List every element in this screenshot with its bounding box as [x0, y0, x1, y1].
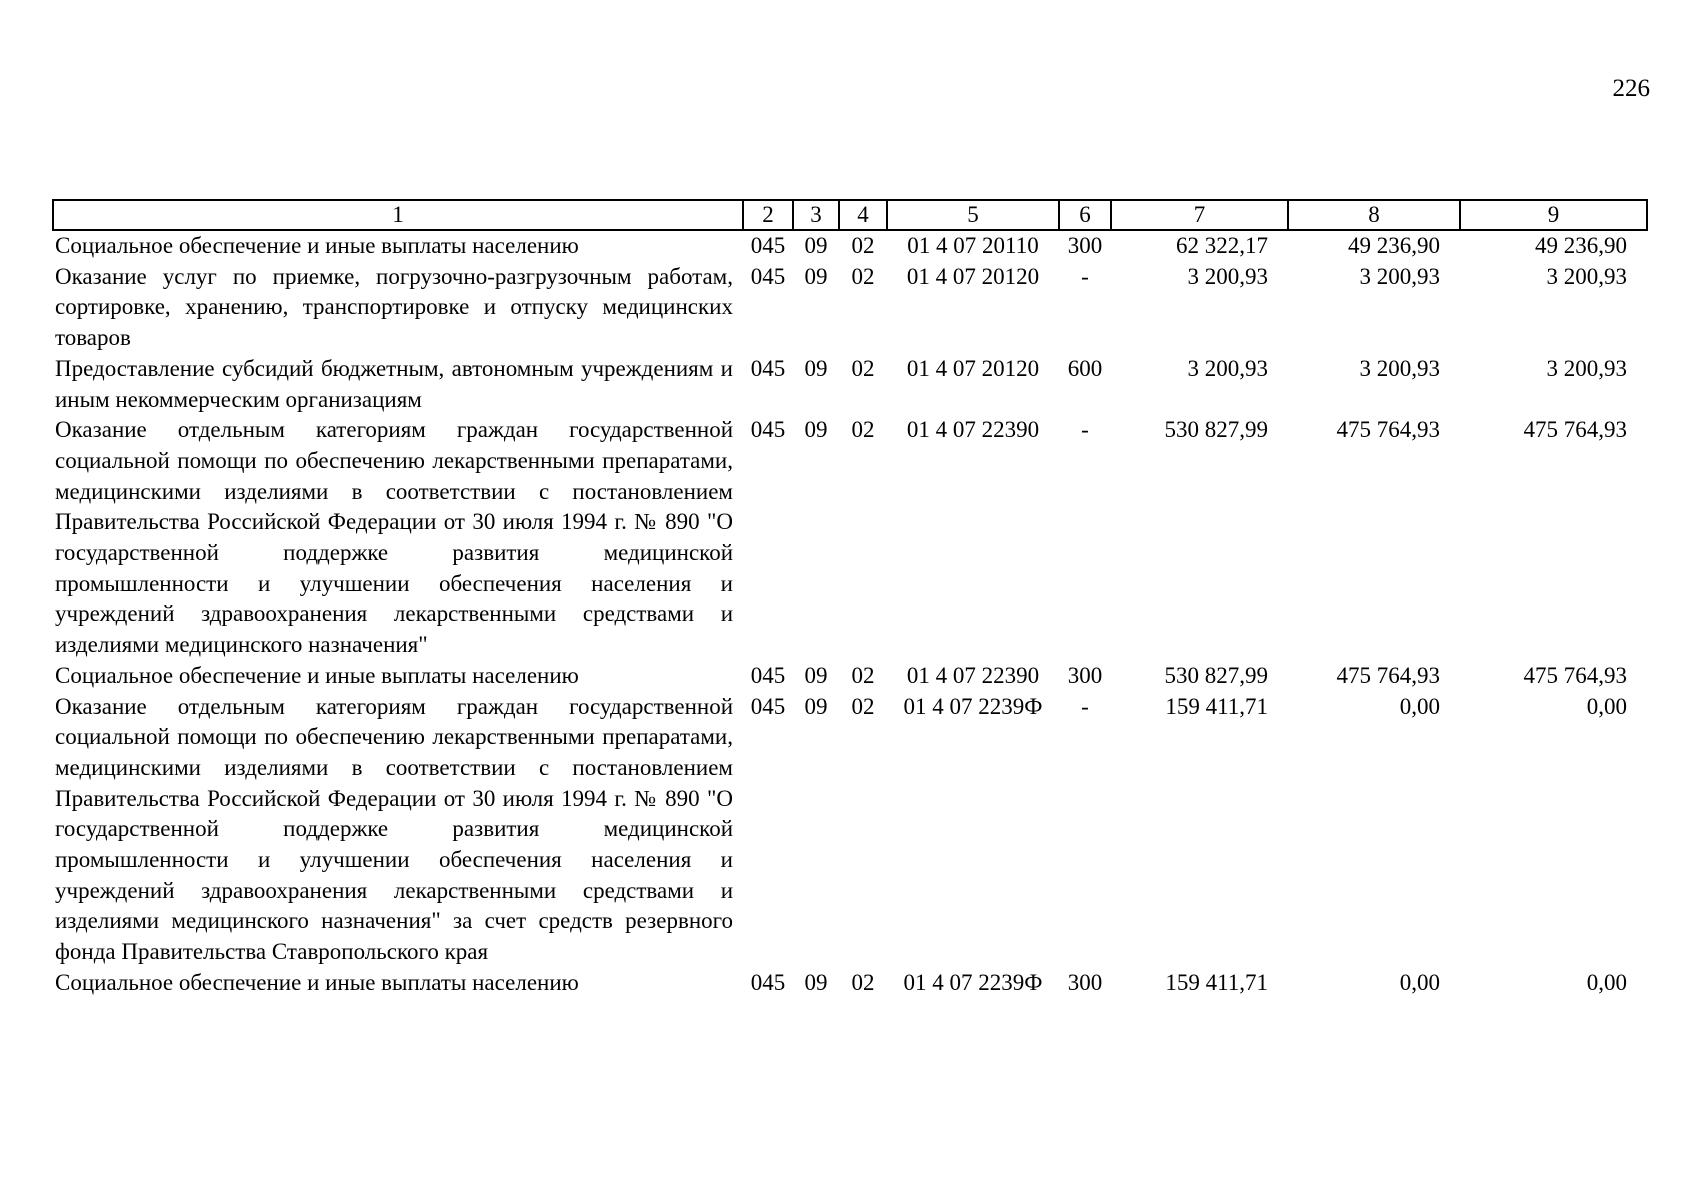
cell-c5: 01 4 07 22390	[906, 662, 1040, 688]
cell-c8: 3 200,93	[1359, 263, 1440, 289]
row-name: Социальное обеспечение и иные выплаты населению	[55, 969, 579, 995]
column-header: 5	[887, 200, 1059, 230]
cell-c3: 09	[804, 693, 828, 719]
cell-c6: -	[1081, 417, 1089, 443]
row-name: Социальное обеспечение и иные выплаты населению	[55, 233, 579, 258]
cell-c9: 0,00	[1586, 969, 1627, 995]
cell-c7: 530 827,99	[1164, 662, 1268, 688]
table-row	[53, 230, 1647, 262]
cell-c6: -	[1081, 263, 1089, 289]
budget-table	[52, 199, 1648, 999]
cell-c2: 045	[750, 693, 786, 719]
row-name: Оказание отдельным категориям граждан государственной социальной помощи по обеспечению лекарственными препаратами, медицинскими изделиями в соответствии с постановлением Правительства Российской Федерации от 30 июля 1994 г. № 890 "О государственной поддержке развития медицинской промышленности и улучшении обеспечения населения и учреждений здравоохранения лекарственными средствами и изделиями медицинского назначения"	[55, 417, 733, 658]
cell-c2: 045	[750, 662, 786, 688]
table-body	[53, 230, 1647, 999]
row-name: Оказание услуг по приемке, погрузочно-разгрузочным работам, сортировке, хранению, транспортировке и отпуску медицинских товаров	[55, 263, 733, 351]
cell-c7: 530 827,99	[1164, 417, 1268, 443]
cell-c6: 300	[1067, 233, 1103, 258]
table-row	[53, 415, 1647, 661]
cell-c2: 045	[750, 233, 786, 258]
cell-c4: 02	[851, 662, 875, 688]
cell-c7: 159 411,71	[1165, 693, 1268, 719]
page-number: 226	[1612, 75, 1650, 102]
cell-c9: 3 200,93	[1546, 355, 1627, 381]
cell-c5: 01 4 07 2239Ф	[903, 969, 1043, 995]
table-row	[53, 968, 1647, 999]
cell-c8: 475 764,93	[1336, 417, 1440, 443]
cell-c3: 09	[804, 417, 828, 443]
cell-c9: 0,00	[1586, 693, 1627, 719]
table-row	[53, 661, 1647, 692]
cell-c5: 01 4 07 20120	[906, 355, 1040, 381]
column-header: 9	[1460, 200, 1647, 230]
cell-c5: 01 4 07 20120	[906, 263, 1040, 289]
cell-c9: 49 236,90	[1535, 233, 1627, 258]
cell-c5: 01 4 07 22390	[906, 417, 1040, 443]
cell-c5: 01 4 07 2239Ф	[903, 693, 1043, 719]
cell-c8: 475 764,93	[1336, 662, 1440, 688]
cell-c8: 0,00	[1399, 969, 1440, 995]
cell-c2: 045	[750, 417, 786, 443]
cell-c8: 3 200,93	[1359, 355, 1440, 381]
cell-c3: 09	[804, 662, 828, 688]
row-name: Предоставление субсидий бюджетным, автономным учреждениям и иным некоммерческим организациям	[55, 355, 733, 412]
cell-c7: 3 200,93	[1187, 263, 1268, 289]
cell-c3: 09	[804, 355, 828, 381]
column-header: 4	[839, 200, 887, 230]
cell-c6: 600	[1067, 355, 1103, 381]
table-row	[53, 354, 1647, 415]
cell-c8: 49 236,90	[1348, 233, 1440, 258]
cell-c8: 0,00	[1399, 693, 1440, 719]
cell-c6: 300	[1067, 662, 1103, 688]
cell-c6: 300	[1067, 969, 1103, 995]
table-row	[53, 692, 1647, 968]
cell-c3: 09	[804, 263, 828, 289]
cell-c5: 01 4 07 20110	[907, 233, 1039, 258]
cell-c3: 09	[804, 233, 828, 258]
column-header: 7	[1111, 200, 1288, 230]
cell-c9: 475 764,93	[1523, 662, 1627, 688]
column-header: 6	[1059, 200, 1111, 230]
column-header: 2	[743, 200, 793, 230]
row-name: Оказание отдельным категориям граждан государственной социальной помощи по обеспечению лекарственными препаратами, медицинскими изделиями в соответствии с постановлением Правительства Российской Федерации от 30 июля 1994 г. № 890 "О государственной поддержке развития медицинской промышленности и улучшении обеспечения населения и учреждений здравоохранения лекарственными средствами и изделиями медицинского назначения" за счет средств резервного фонда Правительства Ставропольского края	[55, 693, 733, 965]
header-row	[53, 200, 1647, 230]
column-header: 3	[793, 200, 839, 230]
cell-c9: 3 200,93	[1546, 263, 1627, 289]
cell-c4: 02	[851, 263, 875, 289]
row-name: Социальное обеспечение и иные выплаты населению	[55, 662, 579, 688]
cell-c4: 02	[851, 693, 875, 719]
table-row	[53, 262, 1647, 354]
cell-c6: -	[1081, 693, 1089, 719]
cell-c4: 02	[851, 233, 875, 258]
column-header: 1	[53, 200, 743, 230]
cell-c4: 02	[851, 969, 875, 995]
cell-c2: 045	[750, 969, 786, 995]
cell-c4: 02	[851, 355, 875, 381]
column-header: 8	[1288, 200, 1460, 230]
cell-c3: 09	[804, 969, 828, 995]
cell-c9: 475 764,93	[1523, 417, 1627, 443]
cell-c2: 045	[750, 263, 786, 289]
cell-c2: 045	[750, 355, 786, 381]
cell-c7: 3 200,93	[1187, 355, 1268, 381]
cell-c7: 159 411,71	[1165, 969, 1268, 995]
table-header	[53, 200, 1647, 230]
cell-c7: 62 322,17	[1176, 233, 1268, 258]
cell-c4: 02	[851, 417, 875, 443]
